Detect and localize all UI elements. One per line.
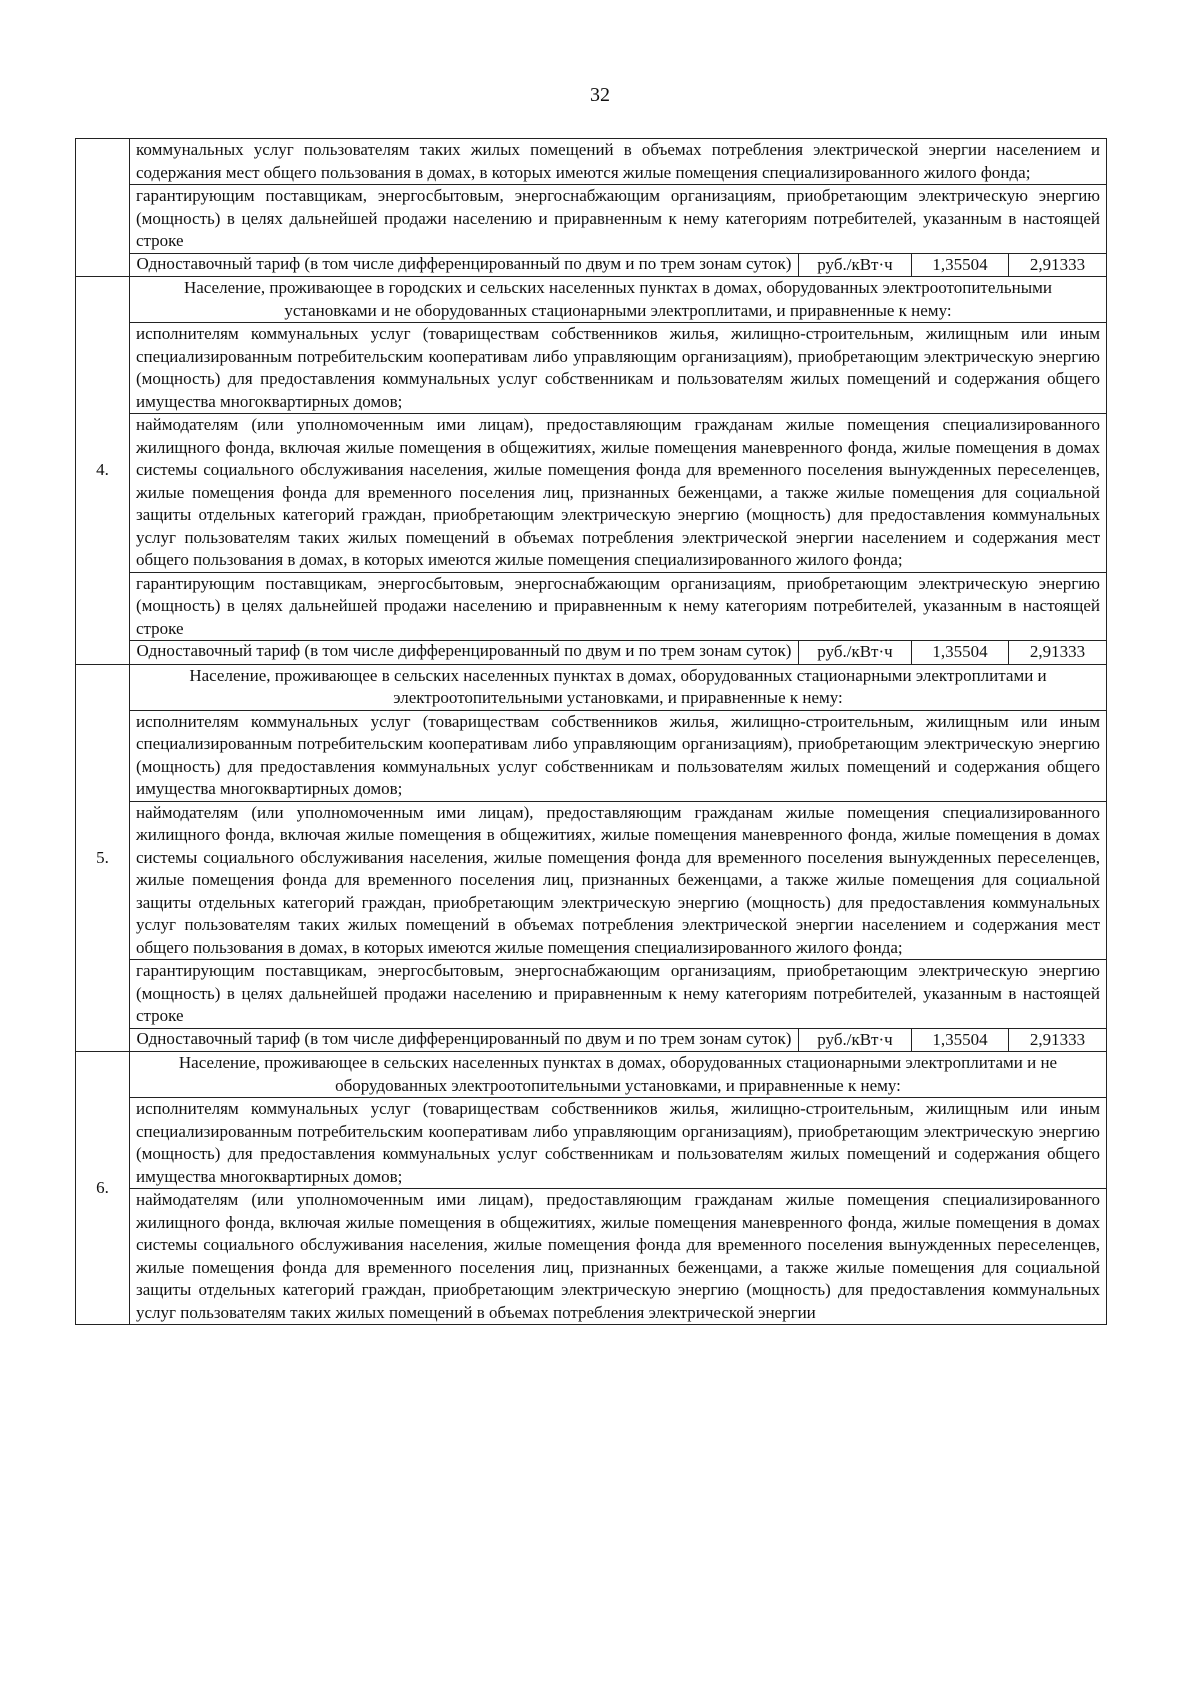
section-header-row [76, 664, 1107, 710]
table-row [76, 139, 1107, 185]
consumer-category-text: наймодателям (или уполномоченным ими лицам), предоставляющим гражданам жилые помещения специализированного жилищного фонда, включая жилые помещения в общежитиях, жилые помещения маневренного фонда, жилые помещения в домах системы социального обслуживания населения, жилые помещения фонда для временного поселения вынужденных переселенцев, жилые помещения фонда для временного поселения лиц, признанных беженцами, а также жилые помещения для социальной защиты отдельных категорий граждан, приобретающим электрическую энергию (мощность) для предоставления коммунальных услуг пользователям таких жилых помещений в объемах потребления электрической энергии населением и содержания мест общего пользования в домах, в которых имеются жилые помещения специализированного жилого фонда; [130, 801, 1107, 960]
table-row [76, 414, 1107, 573]
consumer-category-text: исполнителям коммунальных услуг (товариществам собственников жилья, жилищно-строительным, жилищным или иным специализированным потребительским кооперативам либо управляющим организациям), приобретающим электрическую энергию (мощность) для предоставления коммунальных услуг собственникам и пользователям жилых помещений и содержания общего имущества многоквартирных домов; [130, 323, 1107, 414]
table-row [76, 1189, 1107, 1325]
consumer-category-text: исполнителям коммунальных услуг (товариществам собственников жилья, жилищно-строительным, жилищным или иным специализированным потребительским кооперативам либо управляющим организациям), приобретающим электрическую энергию (мощность) для предоставления коммунальных услуг собственникам и пользователям жилых помещений и содержания общего имущества многоквартирных домов; [130, 1098, 1107, 1189]
tariff-value-second-half: 2,91333 [1009, 641, 1107, 665]
tariff-value-first-half: 1,35504 [912, 1028, 1009, 1052]
tariff-row [76, 1028, 1107, 1052]
section-header-row [76, 1052, 1107, 1098]
tariff-unit: руб./кВт·ч [799, 253, 912, 277]
tariff-value-second-half: 2,91333 [1009, 253, 1107, 277]
table-row [76, 572, 1107, 641]
consumer-category-text: исполнителям коммунальных услуг (товариществам собственников жилья, жилищно-строительным, жилищным или иным специализированным потребительским кооперативам либо управляющим организациям), приобретающим электрическую энергию (мощность) для предоставления коммунальных услуг собственникам и пользователям жилых помещений и содержания общего имущества многоквартирных домов; [130, 710, 1107, 801]
page-number: 32 [590, 84, 610, 106]
tariff-value-second-half: 2,91333 [1009, 1028, 1107, 1052]
section-header: Население, проживающее в сельских населенных пунктах в домах, оборудованных стационарными электроплитами и не оборудованных электроотопительными установками, и приравненные к нему: [130, 1052, 1107, 1098]
section-header: Население, проживающее в городских и сельских населенных пунктах в домах, оборудованных электроотопительными установками и не оборудованных стационарными электроплитами, и приравненные к нему: [130, 277, 1107, 323]
section-number: 5. [76, 664, 130, 1052]
tariff-unit: руб./кВт·ч [799, 641, 912, 665]
section-number [76, 139, 130, 277]
section-number: 6. [76, 1052, 130, 1325]
tariff-label: Одноставочный тариф (в том числе дифференцированный по двум и по трем зонам суток) [130, 1028, 799, 1052]
section-number: 4. [76, 277, 130, 665]
table-row [76, 801, 1107, 960]
table-row [76, 323, 1107, 414]
table-row [76, 185, 1107, 254]
table-row [76, 960, 1107, 1029]
consumer-category-text: коммунальных услуг пользователям таких жилых помещений в объемах потребления электрической энергии населением и содержания мест общего пользования в домах, в которых имеются жилые помещения специализированного жилого фонда; [130, 139, 1107, 185]
consumer-category-text: наймодателям (или уполномоченным ими лицам), предоставляющим гражданам жилые помещения специализированного жилищного фонда, включая жилые помещения в общежитиях, жилые помещения маневренного фонда, жилые помещения в домах системы социального обслуживания населения, жилые помещения фонда для временного поселения вынужденных переселенцев, жилые помещения фонда для временного поселения лиц, признанных беженцами, а также жилые помещения для социальной защиты отдельных категорий граждан, приобретающим электрическую энергию (мощность) для предоставления коммунальных услуг пользователям таких жилых помещений в объемах потребления электрической энергии населением и содержания мест общего пользования в домах, в которых имеются жилые помещения специализированного жилого фонда; [130, 414, 1107, 573]
table-row [76, 1098, 1107, 1189]
tariff-table [75, 138, 1107, 1325]
section-header: Население, проживающее в сельских населенных пунктах в домах, оборудованных стационарными электроплитами и электроотопительными установками, и приравненные к нему: [130, 664, 1107, 710]
tariff-row [76, 641, 1107, 665]
tariff-value-first-half: 1,35504 [912, 641, 1009, 665]
tariff-label: Одноставочный тариф (в том числе дифференцированный по двум и по трем зонам суток) [130, 253, 799, 277]
consumer-category-text: наймодателям (или уполномоченным ими лицам), предоставляющим гражданам жилые помещения специализированного жилищного фонда, включая жилые помещения в общежитиях, жилые помещения маневренного фонда, жилые помещения в домах системы социального обслуживания населения, жилые помещения фонда для временного поселения вынужденных переселенцев, жилые помещения фонда для временного поселения лиц, признанных беженцами, а также жилые помещения для социальной защиты отдельных категорий граждан, приобретающим электрическую энергию (мощность) для предоставления коммунальных услуг пользователям таких жилых помещений в объемах потребления электрической энергии [130, 1189, 1107, 1325]
tariff-unit: руб./кВт·ч [799, 1028, 912, 1052]
tariff-value-first-half: 1,35504 [912, 253, 1009, 277]
section-header-row [76, 277, 1107, 323]
consumer-category-text: гарантирующим поставщикам, энергосбытовым, энергоснабжающим организациям, приобретающим электрическую энергию (мощность) в целях дальнейшей продажи населению и приравненным к нему категориям потребителей, указанным в настоящей строке [130, 185, 1107, 254]
tariff-row [76, 253, 1107, 277]
consumer-category-text: гарантирующим поставщикам, энергосбытовым, энергоснабжающим организациям, приобретающим электрическую энергию (мощность) в целях дальнейшей продажи населению и приравненным к нему категориям потребителей, указанным в настоящей строке [130, 960, 1107, 1029]
consumer-category-text: гарантирующим поставщикам, энергосбытовым, энергоснабжающим организациям, приобретающим электрическую энергию (мощность) в целях дальнейшей продажи населению и приравненным к нему категориям потребителей, указанным в настоящей строке [130, 572, 1107, 641]
tariff-label: Одноставочный тариф (в том числе дифференцированный по двум и по трем зонам суток) [130, 641, 799, 665]
table-row [76, 710, 1107, 801]
